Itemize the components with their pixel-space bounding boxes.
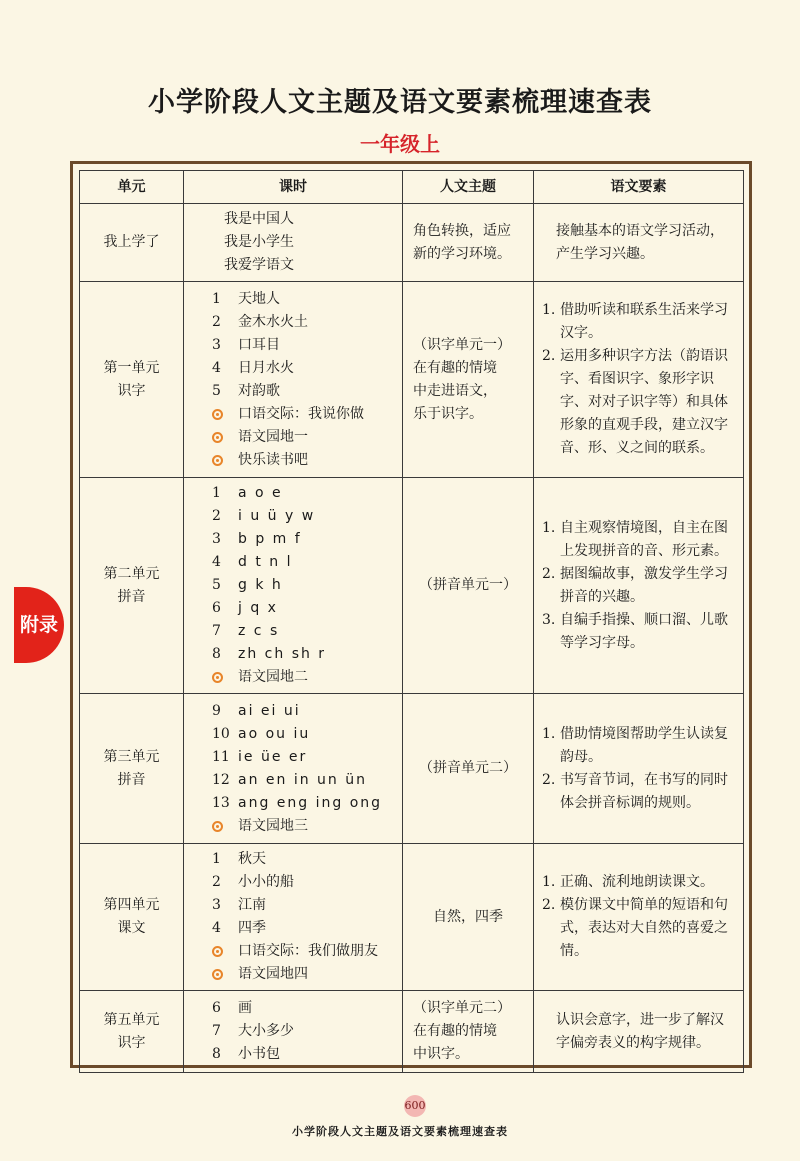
element-text: 认识会意字，进一步了解汉字偏旁表义的构字规律。 xyxy=(556,1011,724,1051)
header-elements: 语文要素 xyxy=(534,171,744,204)
unit-cell xyxy=(80,204,184,282)
lesson-title: 语文园地二 xyxy=(238,669,308,685)
elements-cell xyxy=(534,694,744,844)
lesson-item xyxy=(212,334,396,357)
unit-name: 拼音 xyxy=(117,771,146,788)
lesson-number: 6 xyxy=(212,600,221,616)
lesson-title: 语文园地一 xyxy=(238,428,308,445)
lesson-title: 我爱学语文 xyxy=(224,257,294,273)
lesson-number: 6 xyxy=(212,1000,221,1016)
lesson-number: 7 xyxy=(212,623,221,639)
lesson-title: 江南 xyxy=(238,897,266,913)
lesson-title: 我是中国人 xyxy=(224,211,294,227)
theme-text: 在有趣的情境 xyxy=(413,1023,497,1039)
unit-name: 第四单元 xyxy=(103,897,160,913)
lesson-title: d t n l xyxy=(238,554,293,570)
elements-cell xyxy=(534,204,744,282)
unit-name: 第五单元 xyxy=(103,1011,160,1028)
element-text: 运用多种识字方法（韵语识字、看图识字、象形字识字、对对子识字等）和具体形象的直观手段，建立汉字音、形、义之间的联系。 xyxy=(560,348,728,456)
lesson-number: 8 xyxy=(212,1046,221,1062)
lesson-item xyxy=(212,482,396,505)
lesson-item xyxy=(212,848,396,871)
unit-name: 识字 xyxy=(117,382,146,399)
element-number: 1. xyxy=(542,874,556,890)
element-number: 2. xyxy=(542,771,556,788)
bullet-icon xyxy=(212,969,223,980)
element-item xyxy=(542,1009,735,1055)
element-item xyxy=(542,517,735,563)
element-text: 书写音节词，在书写的同时体会拼音标调的规则。 xyxy=(560,771,728,811)
theme-text: 新的学习环境。 xyxy=(413,245,511,262)
header-unit: 单元 xyxy=(80,171,184,204)
table-header-row xyxy=(80,171,744,204)
lesson-item xyxy=(212,1020,396,1043)
theme-cell xyxy=(403,204,534,282)
lesson-title: 口语交际：我们做朋友 xyxy=(238,943,378,959)
lesson-item xyxy=(212,426,396,449)
lessons-cell xyxy=(184,282,403,478)
lesson-item xyxy=(212,357,396,380)
unit-cell xyxy=(80,991,184,1073)
lesson-number: 8 xyxy=(212,646,221,662)
theme-cell xyxy=(403,282,534,478)
lesson-title: ie üe er xyxy=(238,748,308,765)
lessons-cell xyxy=(184,844,403,991)
lesson-title: 四季 xyxy=(238,920,266,936)
lesson-number: 3 xyxy=(212,336,221,353)
lesson-item xyxy=(212,231,396,254)
lesson-title: 口语交际：我说你做 xyxy=(238,405,364,422)
lessons-cell xyxy=(184,991,403,1073)
element-number: 2. xyxy=(542,897,556,913)
lesson-title: 画 xyxy=(238,1000,252,1016)
lesson-number: 9 xyxy=(212,702,221,719)
table-frame xyxy=(70,161,752,1068)
lesson-title: ai ei ui xyxy=(238,702,301,719)
unit-name: 第一单元 xyxy=(103,359,160,376)
lesson-number: 4 xyxy=(212,359,221,376)
theme-cell xyxy=(403,694,534,844)
unit-cell xyxy=(80,694,184,844)
theme-text: 乐于识字。 xyxy=(413,405,483,422)
element-text: 接触基本的语文学习活动，产生学习兴趣。 xyxy=(556,222,724,262)
lesson-item xyxy=(212,723,396,746)
element-number: 1. xyxy=(542,519,556,536)
lesson-item xyxy=(212,574,396,597)
lesson-number: 5 xyxy=(212,577,221,593)
theme-text: 角色转换，适应 xyxy=(413,222,511,239)
lesson-item xyxy=(212,746,396,769)
unit-name: 第三单元 xyxy=(103,748,160,765)
page-footer: 小学阶段人文主题及语文要素梳理速查表 xyxy=(292,1125,508,1138)
theme-text: （拼音单元二） xyxy=(419,760,517,776)
unit-name: 第二单元 xyxy=(103,565,160,582)
lesson-item xyxy=(212,666,396,689)
unit-name: 课文 xyxy=(117,920,146,936)
lesson-number: 11 xyxy=(212,748,230,765)
curriculum-table xyxy=(79,170,744,1073)
lesson-item xyxy=(212,792,396,815)
lesson-item xyxy=(212,528,396,551)
bullet-icon xyxy=(212,455,223,466)
element-text: 模仿课文中简单的短语和句式，表达对大自然的喜爱之情。 xyxy=(560,897,728,959)
lesson-item xyxy=(212,700,396,723)
grade-subtitle: 一年级上 xyxy=(360,132,440,156)
header-lessons: 课时 xyxy=(184,171,403,204)
lesson-title: 快乐读书吧 xyxy=(238,451,308,468)
element-text: 自主观察情境图，自主在图上发现拼音的音、形元素。 xyxy=(560,519,728,559)
lesson-item xyxy=(212,620,396,643)
table-row xyxy=(80,991,744,1073)
bullet-icon xyxy=(212,432,223,443)
lesson-number: 3 xyxy=(212,897,221,913)
lesson-number: 2 xyxy=(212,874,221,890)
lesson-title: an en in un ün xyxy=(238,771,367,788)
lesson-number: 1 xyxy=(212,290,221,307)
lesson-item xyxy=(212,449,396,472)
element-text: 借助听读和联系生活来学习汉字。 xyxy=(560,302,728,341)
elements-cell xyxy=(534,282,744,478)
table-row xyxy=(80,844,744,991)
lesson-number: 10 xyxy=(212,725,230,742)
element-item xyxy=(542,220,735,266)
unit-name: 识字 xyxy=(117,1034,146,1051)
lesson-title: i u ü y w xyxy=(238,508,316,524)
lesson-title: 口耳目 xyxy=(238,336,280,353)
element-item xyxy=(542,871,735,894)
element-item xyxy=(542,345,735,460)
lesson-title: 日月水火 xyxy=(238,359,294,376)
lesson-title: z c s xyxy=(238,623,280,639)
table-row xyxy=(80,478,744,694)
lesson-item xyxy=(212,1043,396,1066)
element-item xyxy=(542,723,735,769)
theme-cell xyxy=(403,478,534,694)
theme-text: 在有趣的情境 xyxy=(413,359,497,376)
lesson-title: g k h xyxy=(238,577,283,593)
unit-cell xyxy=(80,844,184,991)
lesson-number: 13 xyxy=(212,794,230,811)
element-number: 3. xyxy=(542,611,556,628)
theme-cell xyxy=(403,991,534,1073)
lesson-item xyxy=(212,403,396,426)
page-number: 600 xyxy=(404,1095,426,1117)
lesson-item xyxy=(212,380,396,403)
lesson-item xyxy=(212,894,396,917)
table-row xyxy=(80,694,744,844)
element-item xyxy=(542,563,735,609)
lesson-title: b p m f xyxy=(238,531,302,547)
lesson-item xyxy=(212,208,396,231)
theme-text: （识字单元二） xyxy=(413,1000,511,1016)
lessons-cell xyxy=(184,478,403,694)
appendix-tab: 附录 xyxy=(14,587,64,663)
lesson-number: 2 xyxy=(212,508,221,524)
element-item xyxy=(542,769,735,815)
unit-cell xyxy=(80,282,184,478)
lesson-title: 语文园地四 xyxy=(238,966,308,982)
unit-name: 我上学了 xyxy=(103,234,160,250)
element-text: 据图编故事，激发学生学习拼音的兴趣。 xyxy=(560,565,728,605)
lesson-title: 小小的船 xyxy=(238,874,294,890)
lesson-item xyxy=(212,871,396,894)
lessons-cell xyxy=(184,694,403,844)
lesson-title: 秋天 xyxy=(238,851,266,867)
elements-cell xyxy=(534,991,744,1073)
lesson-title: 小书包 xyxy=(238,1046,280,1062)
elements-cell xyxy=(534,478,744,694)
theme-text: 中走进语文， xyxy=(413,382,497,399)
lesson-item xyxy=(212,597,396,620)
page-title: 小学阶段人文主题及语文要素梳理速查表 xyxy=(148,87,652,118)
element-item xyxy=(542,894,735,963)
lesson-item xyxy=(212,940,396,963)
theme-cell xyxy=(403,844,534,991)
lesson-item xyxy=(212,963,396,986)
lesson-title: 对韵歌 xyxy=(238,382,280,399)
header-theme: 人文主题 xyxy=(403,171,534,204)
lesson-title: 天地人 xyxy=(238,290,280,307)
table-row xyxy=(80,204,744,282)
element-number: 2. xyxy=(542,348,556,364)
bullet-icon xyxy=(212,409,223,420)
lesson-title: 大小多少 xyxy=(238,1023,294,1039)
lesson-title: j q x xyxy=(238,600,278,616)
theme-text: 自然，四季 xyxy=(433,908,503,925)
lesson-title: ang eng ing ong xyxy=(238,794,383,811)
lesson-number: 12 xyxy=(212,771,230,788)
lessons-cell xyxy=(184,204,403,282)
lesson-item xyxy=(212,815,396,838)
lesson-number: 4 xyxy=(212,554,221,570)
lesson-title: ao ou iu xyxy=(238,725,311,742)
elements-cell xyxy=(534,844,744,991)
theme-text: 中识字。 xyxy=(413,1046,469,1062)
lesson-item xyxy=(212,551,396,574)
lesson-item xyxy=(212,643,396,666)
lesson-number: 3 xyxy=(212,531,221,547)
lesson-item xyxy=(212,288,396,311)
lesson-item xyxy=(212,769,396,792)
lesson-item xyxy=(212,997,396,1020)
element-number: 1. xyxy=(542,302,556,318)
bullet-icon xyxy=(212,946,223,957)
lesson-number: 1 xyxy=(212,851,221,867)
lesson-number: 7 xyxy=(212,1023,221,1039)
lesson-title: zh ch sh r xyxy=(238,646,327,662)
lesson-title: 语文园地三 xyxy=(238,817,308,834)
unit-cell xyxy=(80,478,184,694)
lesson-number: 1 xyxy=(212,485,221,501)
element-number: 2. xyxy=(542,565,556,582)
theme-text: （识字单元一） xyxy=(413,336,511,353)
lesson-item xyxy=(212,254,396,277)
lesson-item xyxy=(212,917,396,940)
element-text: 借助情境图帮助学生认读复韵母。 xyxy=(560,725,728,765)
bullet-icon xyxy=(212,821,223,832)
unit-name: 拼音 xyxy=(117,588,146,605)
table-row xyxy=(80,282,744,478)
lesson-number: 2 xyxy=(212,313,221,330)
element-item xyxy=(542,609,735,655)
lesson-title: 我是小学生 xyxy=(224,234,294,250)
theme-text: （拼音单元一） xyxy=(419,577,517,593)
lesson-item xyxy=(212,311,396,334)
element-text: 正确、流利地朗读课文。 xyxy=(560,874,714,890)
element-item xyxy=(542,299,735,345)
element-text: 自编手指操、顺口溜、儿歌等学习字母。 xyxy=(560,611,728,651)
element-number: 1. xyxy=(542,725,556,742)
lesson-item xyxy=(212,505,396,528)
lesson-number: 5 xyxy=(212,382,221,399)
lesson-title: 金木水火土 xyxy=(238,313,308,330)
bullet-icon xyxy=(212,672,223,683)
lesson-title: a o e xyxy=(238,485,283,501)
lesson-number: 4 xyxy=(212,920,221,936)
